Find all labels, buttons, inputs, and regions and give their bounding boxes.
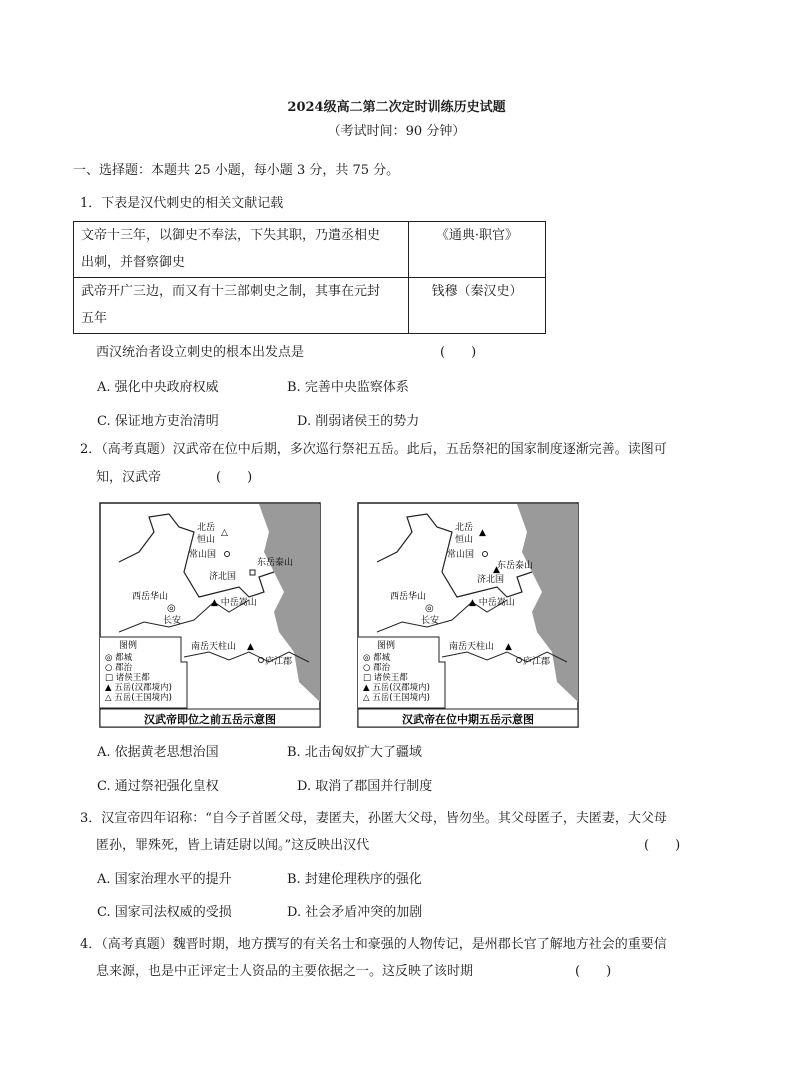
label-changan: 长安 (421, 616, 440, 626)
label-central-peak-text: 中岳嵩山 (220, 598, 257, 608)
q2-answer-paren: ( ) (216, 470, 253, 485)
legend-label-capital: 都城 (373, 653, 391, 663)
legend-item-mountain-kingdom (363, 692, 430, 703)
q2-stem-line2: 知，汉武帝 (96, 470, 162, 485)
q1-option-a: A. 强化中央政府权威 (97, 380, 219, 395)
label-lujiang: 庐江郡 (523, 657, 551, 667)
legend-title: 图例 (377, 641, 396, 651)
mountain-solid-icon: ▲ (505, 642, 512, 652)
legend-label-fief: 诸侯王都 (373, 673, 408, 683)
label-south-peak: 南岳天柱山 (449, 642, 495, 652)
table-cell-source: 钱穆（秦汉史） (409, 278, 546, 334)
legend-label-capital: 都城 (115, 653, 133, 663)
legend-item-fief (363, 672, 408, 683)
commandery-symbol-icon: ○ (363, 663, 371, 673)
exam-subtitle: （考试时间：90 分钟） (327, 124, 466, 139)
mountain-solid-icon: ▲ (479, 528, 486, 538)
mountain-hollow-icon: △ (105, 693, 112, 703)
q4-stem-line2: 息来源，也是中正评定士人资品的主要依据之一。这反映了该时期 (96, 964, 474, 979)
map-mid-reign (357, 502, 579, 728)
label-east-peak: 东岳泰山 (497, 561, 534, 571)
mountain-solid-icon: ▲ (247, 642, 254, 652)
capital-icon: ◎ (167, 603, 176, 614)
capital-symbol-icon: ◎ (363, 653, 371, 663)
q3-stem-line2: 匿孙，罪殊死，皆上请廷尉以闻。”这反映出汉代 (96, 838, 370, 853)
capital-symbol-icon: ◎ (105, 653, 113, 663)
legend-label-mountain-kingdom: 五岳(王国境内) (372, 693, 430, 703)
legend-item-commandery (363, 662, 391, 673)
legend-label-mountain-commandery: 五岳(汉郡境内) (372, 683, 430, 693)
q1-source-table (73, 221, 546, 334)
q2-option-c: C. 通过祭祀强化皇权 (97, 779, 219, 794)
label-north-peak: 北岳 (197, 523, 216, 533)
label-lujiang: 庐江郡 (265, 657, 293, 667)
section-heading: 一、选择题：本题共 25 小题，每小题 3 分，共 75 分。 (73, 163, 400, 178)
q2-stem-line1: 2．（高考真题）汉武帝在位中后期，多次巡行祭祀五岳。此后，五岳祭祀的国家制度逐渐完善。读图可 (80, 442, 667, 457)
legend-title: 图例 (119, 641, 138, 651)
legend-item-fief (105, 672, 150, 683)
legend-item-capital (105, 652, 133, 663)
q3-option-d: D. 社会矛盾冲突的加剧 (287, 905, 423, 920)
label-hengshan: 恒山 (455, 535, 474, 545)
q1-stem: 1．下表是汉代刺史的相关文献记载 (80, 196, 284, 211)
mountain-solid-icon: ▲ (493, 565, 500, 575)
map-1-caption: 汉武帝即位之前五岳示意图 (144, 713, 276, 726)
label-hengshan: 恒山 (197, 535, 216, 545)
q3-answer-paren: ( ) (644, 838, 681, 853)
map-2-svg (357, 502, 579, 728)
q1-row2-line2: 五年 (81, 311, 108, 326)
legend-label-commandery: 郡治 (115, 663, 133, 673)
q3-option-b: B. 封建伦理秩序的强化 (287, 872, 422, 887)
legend-label-commandery: 郡治 (373, 663, 391, 673)
label-central-peak (211, 596, 257, 608)
q1-option-b: B. 完善中央监察体系 (287, 380, 409, 395)
map-1-svg (99, 502, 321, 728)
q3-stem-line1: 3．汉宣帝四年诏称：“自今子首匿父母，妻匿夫，孙匿大父母，皆勿坐。其父母匿子，夫匿妻，大父母 (80, 811, 667, 826)
legend-label-mountain-kingdom: 五岳(王国境内) (114, 693, 172, 703)
q4-stem-line1: 4．（高考真题）魏晋时期，地方撰写的有关名士和豪强的人物传记，是州郡长官了解地方社会的重要信 (80, 937, 667, 952)
mountain-solid-icon: ▲ (363, 683, 370, 693)
table-cell-text (74, 278, 409, 334)
q1-row2-line1: 武帝开广三边，而又有十三部刺史之制，其事在元封 (81, 284, 381, 299)
q3-option-c: C. 国家司法权威的受损 (97, 905, 232, 920)
legend-label-fief: 诸侯王都 (115, 673, 150, 683)
fief-symbol-icon: □ (363, 673, 372, 683)
label-changan: 长安 (163, 616, 182, 626)
q2-option-d: D. 取消了郡国并行制度 (297, 779, 433, 794)
capital-icon: ◎ (425, 603, 434, 614)
legend-item-mountain-commandery (105, 682, 172, 693)
q1-row1-line2: 出刺，并督察御史 (81, 255, 186, 270)
table-row (74, 222, 546, 278)
mountain-solid-icon: ▲ (211, 598, 218, 608)
table-cell-source: 《通典·职官》 (409, 222, 546, 278)
q4-answer-paren: ( ) (575, 964, 612, 979)
legend-item-capital (363, 652, 391, 663)
q1-question: 西汉统治者设立刺史的根本出发点是 (96, 345, 305, 360)
label-east-peak: 东岳泰山 (257, 558, 294, 568)
legend-item-mountain-commandery (363, 682, 430, 693)
mountain-solid-icon: ▲ (105, 683, 112, 693)
commandery-symbol-icon: ○ (105, 663, 113, 673)
map-before-accession (99, 502, 321, 728)
q1-answer-paren: ( ) (440, 345, 477, 360)
mountain-hollow-icon: △ (221, 528, 228, 538)
map-2-caption: 汉武帝在位中期五岳示意图 (402, 713, 534, 726)
q1-option-c: C. 保证地方吏治清明 (97, 414, 219, 429)
q3-option-a: A. 国家治理水平的提升 (97, 872, 232, 887)
table-cell-text (74, 222, 409, 278)
label-changshan: 常山国 (447, 550, 475, 560)
table-row (74, 278, 546, 334)
mountain-hollow-icon: △ (363, 693, 370, 703)
q1-option-d: D. 削弱诸侯王的势力 (297, 414, 420, 429)
label-north-peak: 北岳 (455, 523, 474, 533)
label-jibei: 济北国 (209, 572, 237, 582)
legend-item-commandery (105, 662, 133, 673)
label-west-peak: 西岳华山 (390, 592, 427, 602)
label-central-peak-text: 中岳嵩山 (478, 598, 515, 608)
label-west-peak: 西岳华山 (132, 592, 169, 602)
legend-label-mountain-commandery: 五岳(汉郡境内) (114, 683, 172, 693)
exam-title: 2024级高二第二次定时训练历史试题 (287, 100, 506, 115)
q2-option-b: B. 北击匈奴扩大了疆域 (287, 745, 422, 760)
label-jibei: 济北国 (477, 575, 505, 585)
legend-item-mountain-kingdom (105, 692, 172, 703)
fief-symbol-icon: □ (105, 673, 114, 683)
label-central-peak (469, 596, 515, 608)
label-changshan: 常山国 (189, 550, 217, 560)
label-south-peak: 南岳天柱山 (191, 642, 237, 652)
mountain-solid-icon: ▲ (469, 598, 476, 608)
q2-option-a: A. 依据黄老思想治国 (97, 745, 219, 760)
q1-row1-line1: 文帝十三年，以御史不奉法，下失其职，乃遣丞相史 (81, 228, 381, 243)
